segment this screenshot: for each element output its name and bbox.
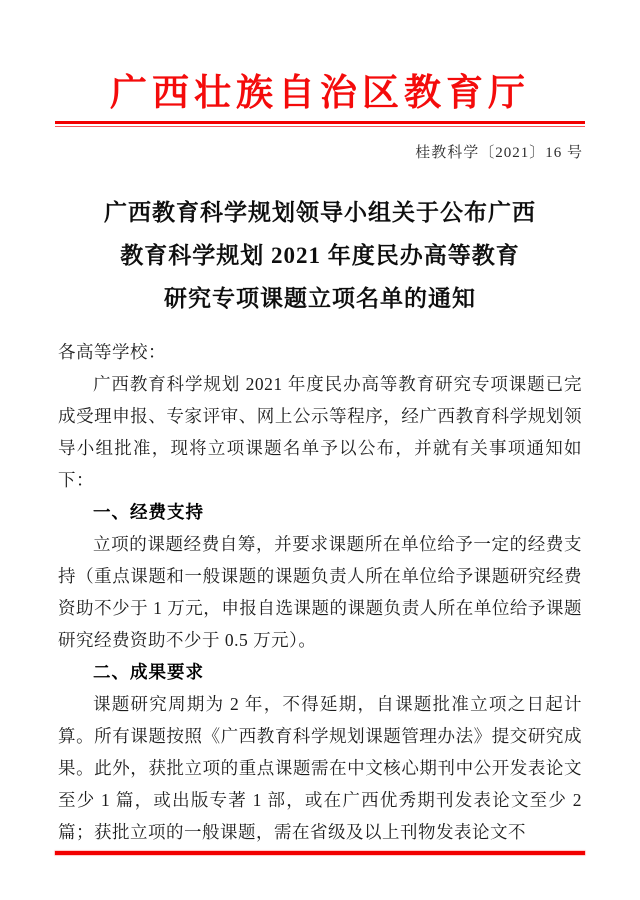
- document-title-line-3: 研究专项课题立项名单的通知: [164, 286, 476, 311]
- salutation: 各高等学校：: [58, 342, 166, 362]
- letterhead-rule-thin-line: [55, 126, 585, 128]
- section-1-heading: 一、经费支持: [93, 502, 204, 522]
- agency-letterhead: 广西壮族自治区教育厅: [110, 73, 530, 114]
- section-2-heading: 二、成果要求: [93, 662, 204, 682]
- document-title-line-2: 教育科学规划 2021 年度民办高等教育: [120, 243, 520, 268]
- intro-paragraph: 广西教育科学规划 2021 年度民办高等教育研究专项课题已完成受理申报、专家评审、网上公示等程序，经广西教育科学规划领导小组批准，现将立项课题名单予以公布，并就有关事项通知如下：: [58, 374, 582, 490]
- footer-rule: [55, 851, 585, 855]
- document-body: [58, 336, 582, 848]
- letterhead-rule: [55, 121, 585, 127]
- document-number: 桂教科学〔2021〕16 号: [415, 145, 583, 161]
- document-title-line-1: 广西教育科学规划领导小组关于公布广西: [104, 200, 536, 225]
- document-title: [30, 191, 610, 320]
- section-1-paragraph: 立项的课题经费自筹，并要求课题所在单位给予一定的经费支持（重点课题和一般课题的课题负责人所在单位给予课题研究经费资助不少于 1 万元，申报自选课题的课题负责人所在单位给予课题研究经费资助不少于 0.5 万元）。: [58, 534, 582, 650]
- section-2-paragraph: 课题研究周期为 2 年，不得延期，自课题批准立项之日起计算。所有课题按照《广西教育科学规划课题管理办法》提交研究成果。此外，获批立项的重点课题需在中文核心期刊中公开发表论文至少 1 篇，或出版专著 1 部，或在广西优秀期刊发表论文至少 2 篇；获批立项的一般课题，需在省级及以上刊物发表论文不: [58, 694, 582, 842]
